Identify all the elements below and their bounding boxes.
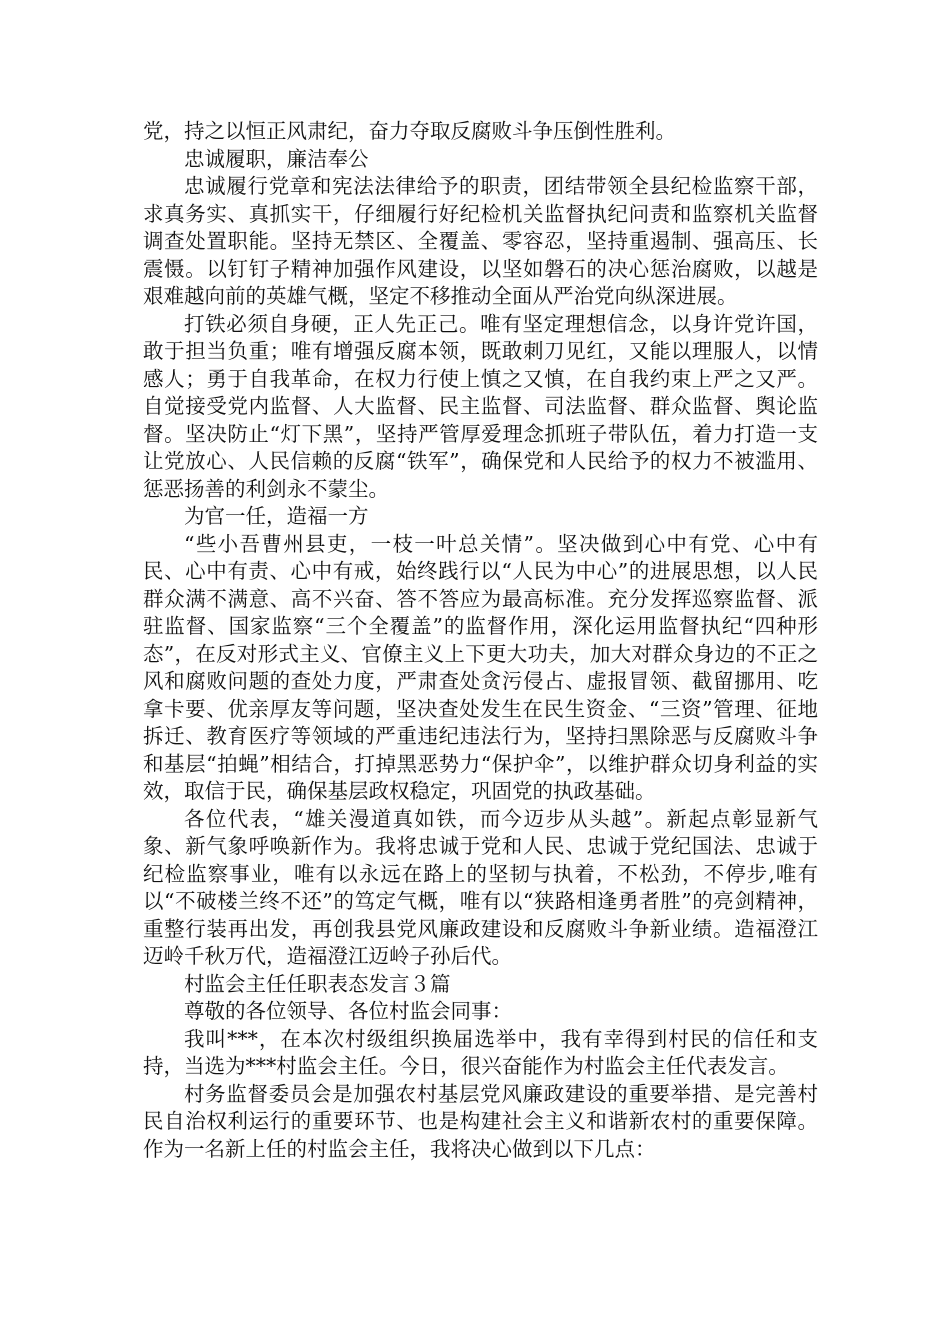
paragraph: 村务监督委员会是加强农村基层党风廉政建设的重要举措、是完善村民自治权利运行的重要环节、也是构建社会主义和谐新农村的重要保障。作为一名新上任的村监会主任，我将决心做到以下几点： xyxy=(143,1081,818,1161)
paragraph: 忠诚履行党章和宪法法律给予的职责，团结带领全县纪检监察干部，求真务实、真抓实干，仔细履行好纪检机关监督执纪问责和监察机关监督调查处置职能。坚持无禁区、全覆盖、零容忍，坚持重遏制、强高压、长震慑。以钉钉子精神加强作风建设，以坚如磐石的决心惩治腐败，以越是艰难越向前的英雄气概，坚定不移推动全面从严治党向纵深进展。 xyxy=(143,174,818,308)
article-title: 村监会主任任职表态发言３篇 xyxy=(184,971,451,996)
salutation: 尊敬的各位领导、各位村监会同事： xyxy=(184,999,512,1023)
document-body xyxy=(143,118,818,1163)
paragraph: “些小吾曹州县吏，一枝一叶总关情”。坚决做到心中有党、心中有民、心中有责、心中有戒，始终践行以“人民为中心”的进展思想，以人民群众满不满意、高不兴奋、答不答应为最高标准。充分发挥巡察监督、派驻监督、国家监察“三个全覆盖”的监督作用，深化运用监督执纪“四种形态”，在反对形式主义、官僚主义上下更大功夫，加大对群众身边的不正之风和腐败问题的查处力度，严肃查处贪污侵占、虚报冒领、截留挪用、吃拿卡要、优亲厚友等问题，坚决查处发生在民生资金、“三资”管理、征地拆迁、教育医疗等领域的严重违纪违法行为，坚持扫黑除恶与反腐败斗争和基层“拍蝇”相结合，打掉黑恶势力“保护伞”，以维护群众切身利益的实效，取信于民，确保基层政权稳定，巩固党的执政基础。 xyxy=(143,531,818,803)
paragraph: 打铁必须自身硬，正人先正己。唯有坚定理想信念，以身许党许国，敢于担当负重；唯有增强反腐本领，既敢刺刀见红，又能以理服人，以情感人；勇于自我革命，在权力行使上慎之又慎，在自我约束上严之又严。自觉接受党内监督、人大监督、民主监督、司法监督、群众监督、舆论监督。坚决防止“灯下黑”，坚持严管厚爱理念抓班子带队伍，着力打造一支让党放心、人民信赖的反腐“铁军”，确保党和人民给予的权力不被滥用、惩恶扬善的利剑永不蒙尘。 xyxy=(143,311,818,501)
paragraph-continuation: 党，持之以恒正风肃纪，奋力夺取反腐败斗争压倒性胜利。 xyxy=(143,119,676,143)
paragraph: 各位代表，“雄关漫道真如铁，而今迈步从头越”。新起点彰显新气象、新气象呼唤新作为。我将忠诚于党和人民、忠诚于党纪国法、忠诚于纪检监察事业，唯有以永远在路上的坚韧与执着，不松劲，不停步,唯有以“不破楼兰终不还”的笃定气概，唯有以“狭路相逢勇者胜”的亮剑精神，重整行装再出发，再创我县党风廉政建设和反腐败斗争新业绩。造福澄江迈岭千秋万代，造福澄江迈岭子孙后代。 xyxy=(143,806,818,968)
section-heading-loyalty: 忠诚履职，廉洁奉公 xyxy=(184,146,369,171)
section-heading-service: 为官一任，造福一方 xyxy=(184,504,369,528)
paragraph: 我叫***，在本次村级组织换届选举中，我有幸得到村民的信任和支持，当选为***村监会主任。今日，很兴奋能作为村监会主任代表发言。 xyxy=(143,1026,818,1078)
